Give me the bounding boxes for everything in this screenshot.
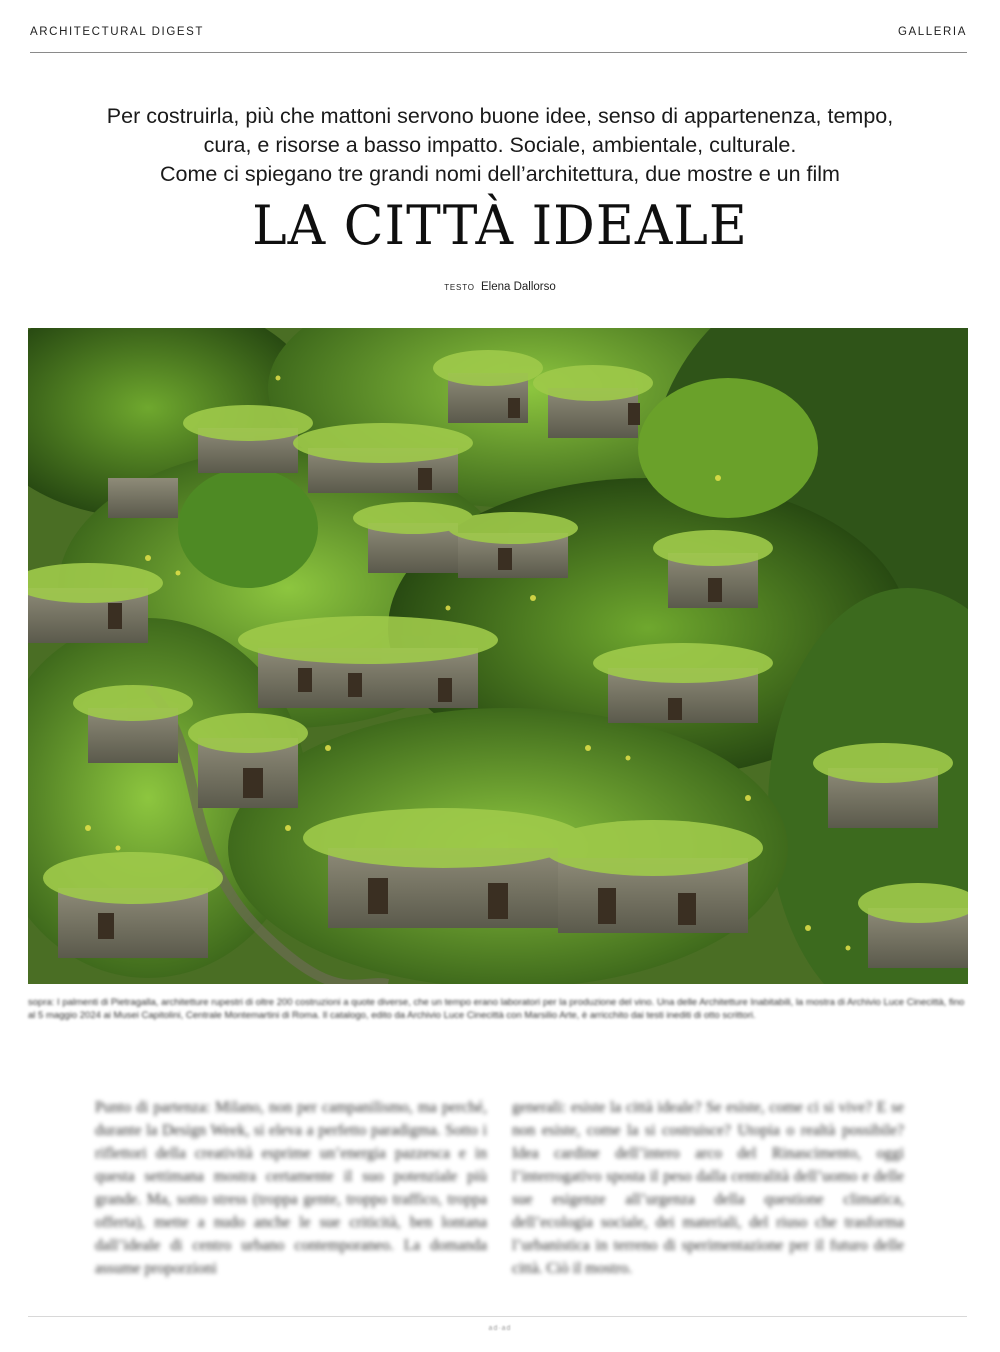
caption-text: sopra: I palmenti di Pietragalla, architetture rupestri di oltre 200 costruzioni a quote diverse, che un tempo erano laboratori per la produzione del vino. Una delle Architetture Inabitabili, la mostra di Archivio Luce Cinecittà, fino al 5 maggio 2024 ai Musei Capitolini, Centrale Montemartini di Roma. Il catalogo, edito da Archivio Luce Cinecittà con Marsilio Arte, è arricchito dai testi inediti di otto scrittori. [28, 997, 965, 1021]
footer-rule [28, 1316, 967, 1317]
standfirst-line: Come ci spiegano tre grandi nomi dell’architettura, due mostre e un film [160, 162, 840, 186]
body-column-left [95, 1096, 487, 1280]
hero-photo [28, 328, 968, 984]
page-folio: ad·ad [488, 1325, 512, 1332]
photo-caption [28, 996, 968, 1022]
publication-name: ARCHITECTURAL DIGEST [30, 26, 205, 38]
article-title: LA CITTÀ IDEALE [252, 194, 748, 258]
byline [0, 281, 1000, 293]
byline-author: Elena Dallorso [480, 281, 556, 293]
standfirst-line: cura, e risorse a basso impatto. Sociale, ambientale, culturale. [203, 133, 797, 157]
section-name: GALLERIA [897, 26, 967, 38]
running-head [30, 26, 967, 53]
standfirst [60, 102, 940, 189]
standfirst-line: Per costruirla, più che mattoni servono buone idee, senso di appartenenza, tempo, [106, 104, 894, 128]
body-text-right: generali: esiste la città ideale? Se esiste, come ci si vive? E se non esiste, come la si costruisce? Utopia o realtà possibile? Idea cardine dell’intero arco del Rinascimento, oggi l’interrogativo sposta il peso dalla centralità dell’uomo e delle sue esigenze all’urgenza della questione climatica, dell’ecologia sociale, dei materiali, del riuso che trasforma l’urbanistica in terreno di sperimentazione per il futuro delle città. Ciò il mostro. [512, 1099, 904, 1277]
body-text-left: Punto di partenza: Milano, non per campanilismo, ma perché, durante la Design Week, si eleva a perfetto paradigma. Sotto i riflettori della creatività esprime un’energia pazzesca e in questa settimana mostra certamente il suo potenziale più grande. Ma, sotto stress (troppa gente, troppo traffico, troppa offerta), mette a nudo anche le sue criticità, ben lontana dall’ideale di centro urbano contemporaneo. La domanda assume proporzioni [95, 1099, 487, 1277]
body-column-right [512, 1096, 904, 1280]
byline-label: TESTO [444, 283, 475, 292]
